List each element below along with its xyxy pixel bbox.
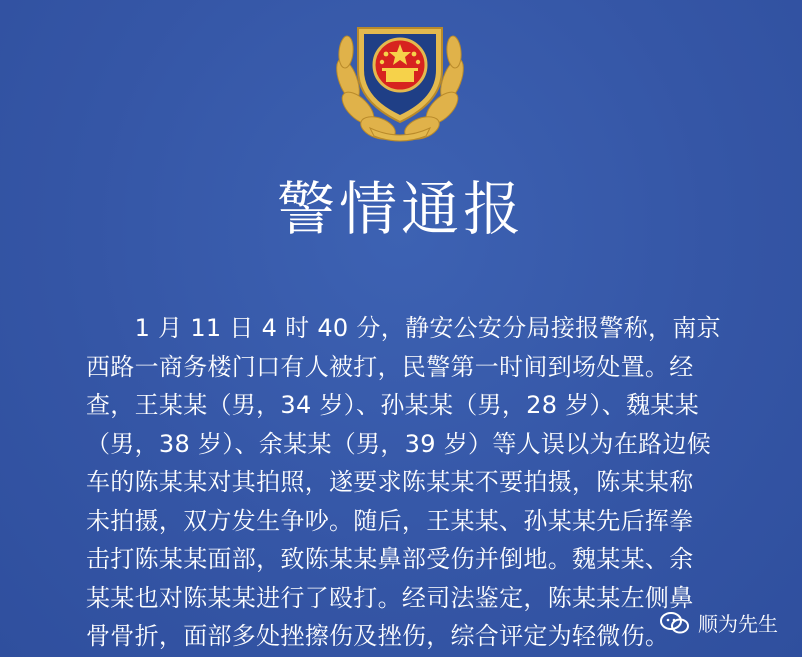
notice-line: 1 月 11 日 4 时 40 分，静安公安分局接报警称，南京 — [86, 314, 721, 342]
notice-line: 车的陈某某对其拍照，遂要求陈某某不要拍摄，陈某某称 — [86, 468, 694, 496]
wechat-icon — [660, 611, 690, 635]
notice-line: 击打陈某某面部，致陈某某鼻部受伤并倒地。魏某某、余 — [86, 545, 694, 573]
notice-line: 西路一商务楼门口有人被打，民警第一时间到场处置。经 — [86, 352, 694, 381]
watermark-text: 顺为先生 — [698, 612, 778, 636]
police-badge-icon — [330, 10, 470, 146]
notice-line: 骨骨折，面部多处挫擦伤及挫伤，综合评定为轻微伤。 — [86, 622, 670, 650]
notice-line: 未拍摄，双方发生争吵。随后，王某某、孙某某先后挥拳 — [86, 506, 694, 535]
notice-body — [86, 309, 721, 656]
notice-line: 查，王某某（男，34 岁）、孙某某（男，28 岁）、魏某某 — [86, 391, 700, 419]
notice-line: 某某也对陈某某进行了殴打。经司法鉴定，陈某某左侧鼻 — [86, 583, 694, 612]
notice-line: （男，38 岁）、余某某（男，39 岁）等人误以为在路边候 — [86, 429, 712, 458]
watermark — [660, 608, 778, 637]
notice-title: 警情通报 — [276, 175, 525, 243]
